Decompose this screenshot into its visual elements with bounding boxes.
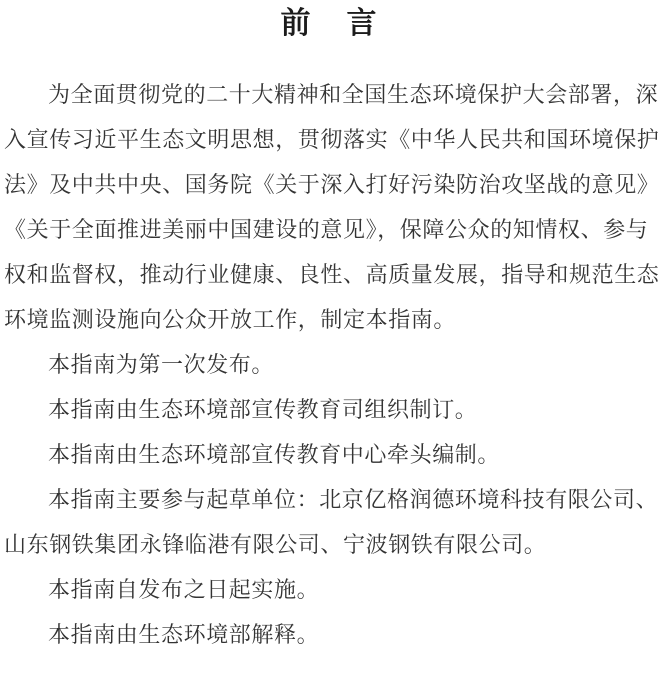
text-line: 法》及中共中央、国务院《关于深入打好污染防治攻坚战的意见》 [4,173,660,198]
text-line: 权和监督权，推动行业健康、良性、高质量发展，指导和规范生态 [4,263,660,288]
text-line: 环境监测设施向公众开放工作，制定本指南。 [4,308,457,333]
text-line: 本指南主要参与起草单位：北京亿格润德环境科技有限公司、 [48,488,659,513]
text-line: 本指南为第一次发布。 [48,353,275,378]
text-line: 本指南由生态环境部宣传教育中心牵头编制。 [48,443,501,468]
text-line: 入宣传习近平生态文明思想，贯彻落实《中华人民共和国环境保护 [4,128,660,153]
page-title: 前 言 [280,6,380,41]
text-line: 《关于全面推进美丽中国建设的意见》，保障公众的知情权、参与 [4,218,649,243]
text-line: 本指南自发布之日起实施。 [48,578,320,603]
text-line: 为全面贯彻党的二十大精神和全国生态环境保护大会部署，深 [48,83,659,108]
text-line: 本指南由生态环境部宣传教育司组织制订。 [48,398,478,423]
text-line: 本指南由生态环境部解释。 [48,623,320,648]
document-body [0,42,660,658]
text-line: 山东钢铁集团永锋临港有限公司、宁波钢铁有限公司。 [4,533,547,558]
